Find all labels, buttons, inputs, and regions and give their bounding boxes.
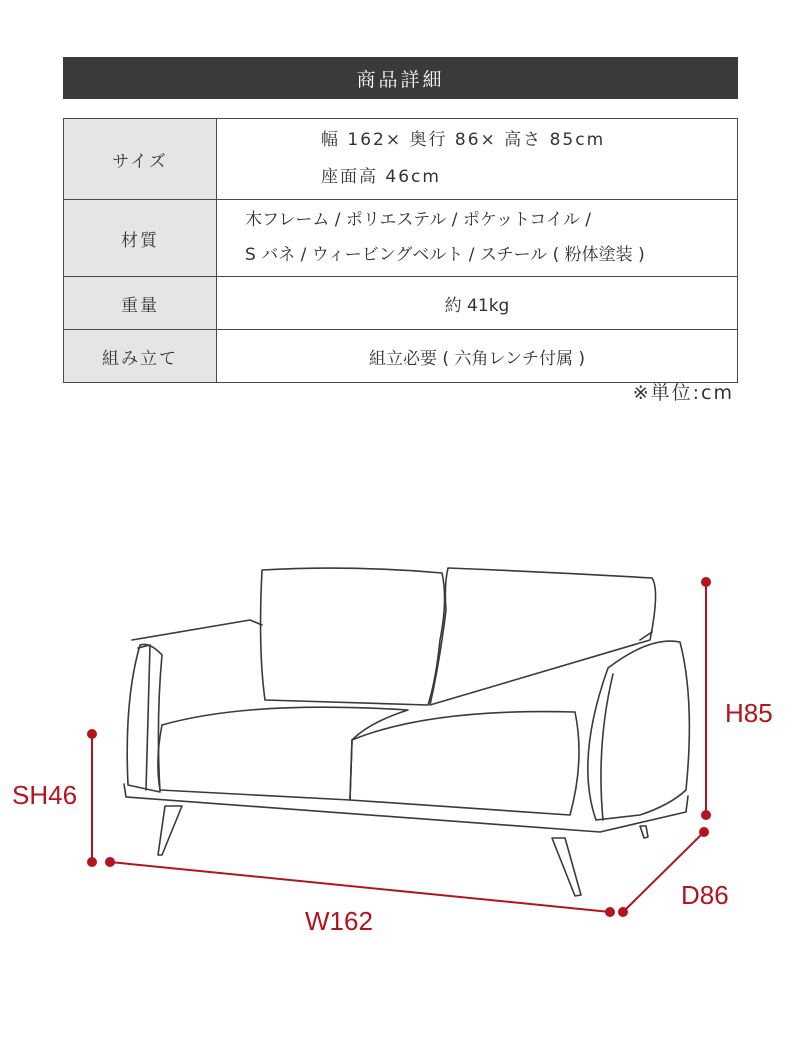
width-line <box>110 862 610 912</box>
seat-height-top-dot <box>87 729 97 739</box>
back-cushion-right <box>430 568 656 705</box>
spec-label-weight: 重量 <box>64 277 217 330</box>
spec-label-material: 材質 <box>64 200 217 277</box>
dimension-width: W162 <box>305 906 373 936</box>
dimension-points <box>87 577 711 917</box>
sofa-leg-front-left <box>158 806 182 855</box>
material-line-1: 木フレーム / ポリエステル / ポケットコイル / <box>245 210 591 230</box>
section-header <box>63 57 738 99</box>
width-right-dot <box>605 907 615 917</box>
sofa-dimension-diagram <box>0 520 800 1000</box>
spec-value-assembly: 組立必要 ( 六角レンチ付属 ) <box>217 330 738 383</box>
spec-label-size: サイズ <box>64 119 217 200</box>
spec-row-size <box>64 119 738 200</box>
sofa-leg-front-right <box>552 838 581 896</box>
material-line-2: S バネ / ウィービングベルト / スチール ( 粉体塗装 ) <box>245 245 645 265</box>
right-armrest-seam <box>601 674 613 820</box>
sofa-base <box>124 784 688 832</box>
seat-height-bottom-dot <box>87 857 97 867</box>
sofa-frame-back <box>132 620 652 640</box>
depth-front-dot <box>618 907 628 917</box>
dimension-depth: D86 <box>681 880 729 910</box>
spec-row-assembly <box>64 330 738 383</box>
sofa-leg-back-right <box>640 826 648 838</box>
spec-value-weight: 約 41kg <box>217 277 738 330</box>
spec-value-material <box>217 200 738 277</box>
back-cushion-left <box>261 568 445 705</box>
height-bottom-dot <box>701 810 711 820</box>
dimension-seat-height: SH46 <box>12 780 78 810</box>
seat-cushion-left <box>158 707 408 800</box>
seat-cushion-right <box>350 712 579 815</box>
height-top-dot <box>701 577 711 587</box>
spec-row-material <box>64 200 738 277</box>
size-dimensions: 幅 162× 奥行 86× 高さ 85cm <box>321 130 606 150</box>
spec-row-weight <box>64 277 738 330</box>
unit-note: ※単位:cm <box>632 382 734 404</box>
depth-back-dot <box>699 827 709 837</box>
spec-table <box>63 118 738 383</box>
section-title: 商品詳細 <box>356 68 445 91</box>
width-left-dot <box>105 857 115 867</box>
seat-height: 座面高 46cm <box>321 167 441 187</box>
dimension-height: H85 <box>725 698 773 728</box>
spec-value-size <box>217 119 738 200</box>
sofa-illustration <box>124 568 689 896</box>
spec-label-assembly: 組み立て <box>64 330 217 383</box>
left-armrest <box>127 644 162 792</box>
left-armrest-side <box>138 645 150 790</box>
